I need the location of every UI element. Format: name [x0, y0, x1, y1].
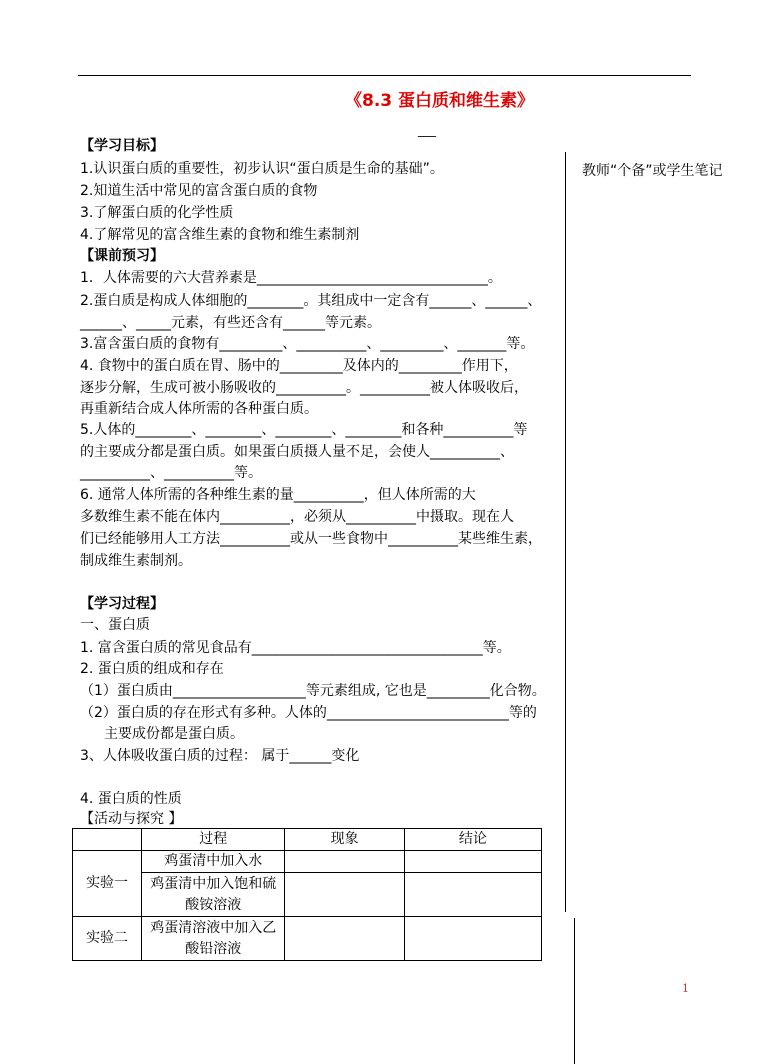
preview-heading: 【课前预习】	[80, 248, 164, 264]
subtitle-dash: ___	[418, 123, 436, 137]
process-line: 一、蛋白质	[80, 617, 150, 633]
goal-item: 3.了解蛋白质的化学性质	[80, 205, 234, 221]
process-line: 1. 富含蛋白质的常见食品有_________________________________等。	[80, 640, 511, 656]
goals-heading: 【学习目标】	[80, 138, 164, 154]
goal-item: 2.知道生活中常见的富含蛋白质的食物	[80, 183, 318, 199]
preview-line: 4. 食物中的蛋白质在胃、肠中的_________及体内的_________作用下，	[80, 358, 518, 374]
process-cell-line: 酸铵溶液	[185, 896, 242, 913]
goal-item: 1.认识蛋白质的重要性，初步认识“蛋白质是生命的基础”。	[80, 161, 444, 177]
notes-divider-lower	[574, 918, 575, 1064]
process-heading: 【学习过程】	[80, 596, 164, 612]
preview-line: 们已经能够用人工方法__________或从一些食物中__________某些维生素，	[80, 531, 542, 547]
table-header-cell: 结论	[404, 829, 541, 851]
observation-cell	[285, 873, 404, 917]
preview-line: 1．人体需要的六大营养素是_________________________________。	[80, 270, 502, 286]
process-cell-line: 鸡蛋清中加入饱和硫	[150, 875, 277, 892]
conclusion-cell	[404, 851, 541, 873]
table-header-cell: 现象	[285, 829, 404, 851]
goal-item: 4.了解常见的富含维生素的食物和维生素制剂	[80, 227, 360, 243]
experiment-name-cell: 实验二	[73, 917, 142, 961]
conclusion-cell	[404, 873, 541, 917]
table-header-cell: 过程	[142, 829, 285, 851]
page-title: 《8.3 蛋白质和维生素》	[345, 91, 535, 111]
process-line: 3、人体吸收蛋白质的过程： 属于______变化	[80, 748, 360, 764]
notes-divider-upper	[565, 152, 566, 912]
preview-line: 5.人体的________、________、________、________和各种__________等	[80, 422, 528, 438]
experiment-table	[72, 828, 542, 961]
process-line: 主要成份都是蛋白质。	[104, 726, 244, 742]
preview-line: 制成维生素制剂。	[80, 553, 192, 569]
table-row	[73, 917, 542, 961]
preview-line: 逐步分解，生成可被小肠吸收的__________。__________被人体吸收后，	[80, 380, 528, 396]
preview-line: 多数维生素不能在体内__________，必须从__________中摄取。现在人	[80, 509, 514, 525]
process-line: （1）蛋白质由___________________等元素组成, 它也是_________化合物。	[80, 683, 546, 699]
process-cell-line: 酸铅溶液	[185, 940, 242, 957]
preview-line: ______、_____元素，有些还含有______等元素。	[80, 315, 381, 331]
process-cell-line: 鸡蛋清溶液中加入乙	[150, 919, 277, 936]
conclusion-cell	[404, 917, 541, 961]
process-cell	[142, 917, 285, 961]
page-number: 1	[682, 982, 689, 995]
notes-header: 教师“个备”或学生笔记	[582, 163, 723, 179]
preview-line: __________、__________等。	[80, 465, 262, 481]
process-line: 2. 蛋白质的组成和存在	[80, 661, 224, 677]
process-line: （2）蛋白质的存在形式有多种。人体的__________________________等的	[80, 705, 537, 721]
preview-line: 6. 通常人体所需的各种维生素的量__________，但人体所需的大	[80, 487, 476, 503]
top-rule	[78, 75, 691, 76]
process-cell: 鸡蛋清中加入水	[142, 851, 285, 873]
table-header-row	[73, 829, 542, 851]
process-line: 【活动与探究 】	[80, 811, 183, 827]
process-line: 4. 蛋白质的性质	[80, 791, 182, 807]
preview-line: 3.富含蛋白质的食物有_________、__________、_________、_______等。	[80, 336, 535, 352]
observation-cell	[285, 851, 404, 873]
experiment-name-cell: 实验一	[73, 851, 142, 917]
preview-line: 的主要成分都是蛋白质。如果蛋白质摄人量不足，会使人__________、	[80, 444, 514, 460]
table-row	[73, 851, 542, 873]
observation-cell	[285, 917, 404, 961]
preview-line: 再重新结合成人体所需的各种蛋白质。	[80, 401, 318, 417]
table-header-cell	[73, 829, 142, 851]
process-cell	[142, 873, 285, 917]
preview-line: 2.蛋白质是构成人体细胞的________。其组成中一定含有______、______、	[80, 293, 542, 309]
table-row	[73, 873, 542, 917]
